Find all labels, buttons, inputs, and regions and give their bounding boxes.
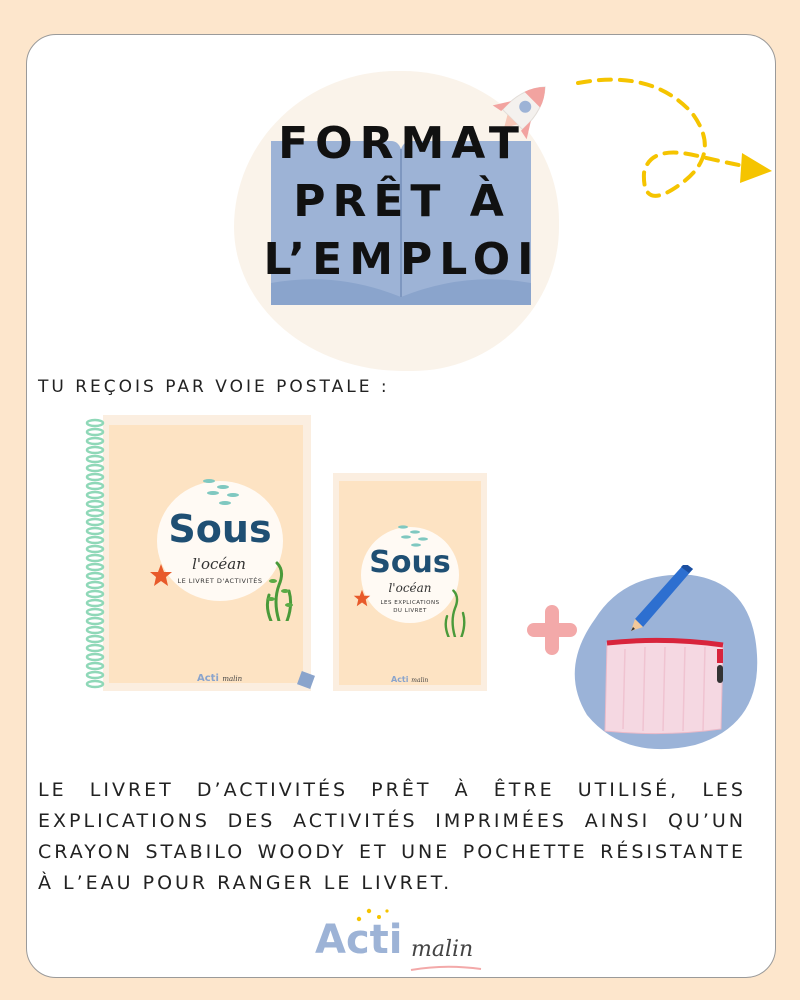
booklet-small-brand: Acti malin	[391, 675, 429, 684]
booklet-small-title: Sous	[369, 545, 451, 580]
content-card	[26, 34, 776, 978]
title-line-3: L’EMPLOI	[263, 234, 541, 285]
description-text: LE LIVRET D’ACTIVITÉS PRÊT À ÊTRE UTILISÉ, LES EXPLICATIONS DES ACTIVITÉS IMPRIMÉES AINSI QU’UN CRAYON STABILO WOODY ET UNE POCHETTE RÉSISTANTE À L’EAU POUR RANGER LE LIVRET.	[38, 779, 746, 894]
activity-booklet-image	[79, 415, 311, 691]
logo-main-text: Acti	[315, 917, 403, 963]
actimalin-logo	[315, 905, 505, 975]
booklet-small-subtitle: l'océan	[388, 581, 432, 595]
logo-underline	[409, 965, 483, 973]
seaweed-icon	[439, 589, 471, 637]
fish-school-icon	[199, 473, 249, 509]
intro-text: TU REÇOIS PAR VOIE POSTALE :	[38, 377, 390, 397]
zip-pouch-icon	[605, 640, 723, 733]
spiral-binding	[79, 415, 109, 691]
starfish-icon	[149, 563, 173, 587]
booklet-large-brand: Acti malin	[197, 673, 243, 684]
logo-script-text: malin	[411, 937, 474, 962]
booklet-large-subtitle: l'océan	[192, 555, 246, 573]
booklet-large-caption: LE LIVRET D'ACTIVITÉS	[177, 577, 263, 585]
title-line-1: FORMAT	[278, 118, 526, 169]
title-line-2: PRÊT À	[293, 176, 511, 227]
starfish-icon	[353, 589, 371, 607]
page-title	[187, 115, 617, 289]
booklet-small-caption: LES EXPLICATIONS DU LIVRET	[380, 600, 440, 614]
pouch-and-pencil-image	[565, 565, 761, 755]
booklet-large-title: Sous	[168, 507, 272, 551]
explanations-booklet-image	[333, 473, 487, 691]
seaweed-icon	[259, 561, 299, 621]
